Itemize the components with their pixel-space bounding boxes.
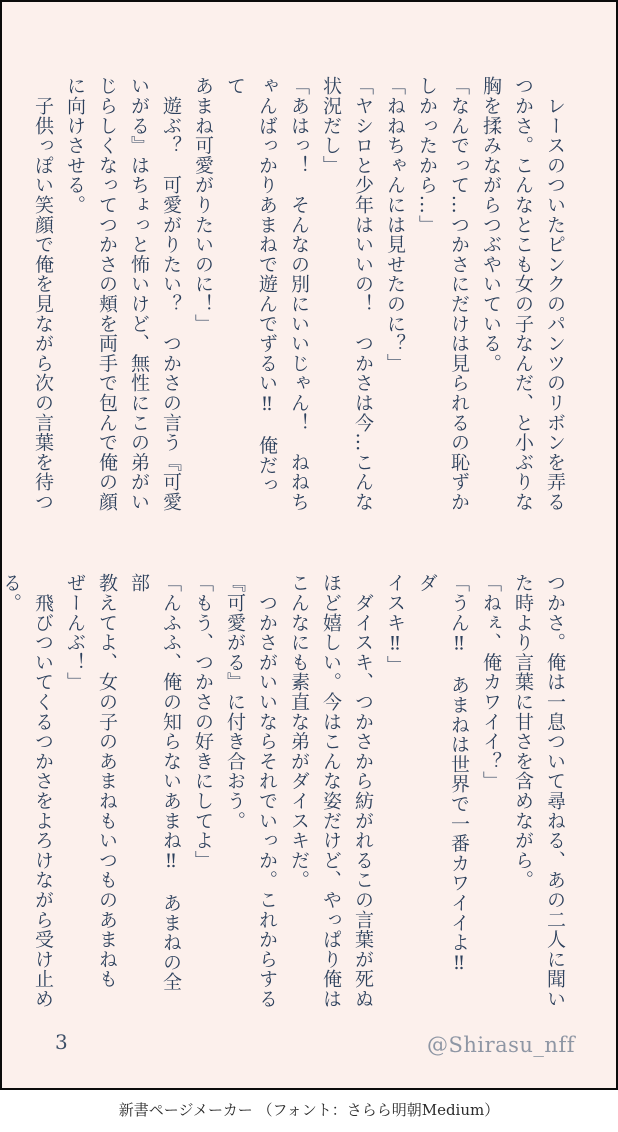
text-line: 「ねねちゃんには見せたのに？」 (384, 76, 406, 373)
text-line: つかさ。こんなとこも女の子なんだ、と小ぶりな (512, 76, 534, 512)
text-line: た時より言葉に甘さを含めながら。 (512, 573, 534, 890)
text-line: 「もう、つかさの好きにしてよ」 (192, 573, 214, 870)
text-line: つかさがいいならそれでいっか。これからする (256, 573, 278, 1009)
text-line: レースのついたピンクのパンツのリボンを弄る (544, 76, 566, 512)
text-line: 「あはっ！ そんなの別にいいじゃん！ ねねち (288, 76, 310, 512)
text-line: いがる』はちょっと怖いけど、無性にこの弟がい (128, 76, 150, 512)
text-line: あまね可愛がりたいのに！」 (192, 76, 214, 334)
text-block-bottom (0, 573, 571, 1011)
text-line: イスキ‼」 (384, 573, 406, 675)
text-line: 「んふふ、俺の知らないあまね‼ あまねの全部 (128, 573, 182, 992)
text-line: じらしくなってつかさの頬を両手で包んで俺の顔 (96, 76, 118, 512)
text-line: つかさ。俺は一息ついて尋ねる、あの二人に聞い (544, 573, 566, 1009)
text-line: 子供っぽい笑顔で俺を見ながら次の言葉を待つ (32, 76, 54, 512)
page-number: 3 (55, 1030, 68, 1054)
text-line: 胸を揉みながらつぶやいている。 (480, 76, 502, 373)
text-line: 「ねぇ、俺カワイイ？」 (480, 573, 502, 791)
text-line: 状況だし」 (320, 76, 342, 175)
text-line: ほど嬉しい。今はこんな姿だけど、やっぱり俺は (320, 573, 342, 1009)
text-line: 教えてよ、女の子のあまねもいつものあまねも (96, 573, 118, 989)
text-line: ダイスキ、つかさから紡がれるこの言葉が死ぬ (352, 573, 374, 1009)
text-line: 「ヤシロと少年はいいの！ つかさは今…こんな (352, 76, 374, 512)
text-line: ぜーんぶ！」 (64, 573, 86, 692)
text-line: 飛びついてくるつかさをよろけながら受け止め (32, 573, 54, 1009)
author-handle: @Shirasu_nff (426, 1033, 575, 1057)
text-line: 遊ぶ？ 可愛がりたい？ つかさの言う『可愛 (160, 76, 182, 512)
footer-caption: 新書ページメーカー （フォント：さらら明朝Medium） (0, 1090, 618, 1132)
text-block-top (27, 76, 571, 514)
text-line: 「なんでって…つかさにだけは見られるの恥ずか (448, 76, 470, 512)
text-line: しかったから…」 (416, 76, 438, 235)
text-line: 「うん‼ あまねは世界で一番カワイイよ‼ ダ (416, 573, 470, 995)
text-line: に向けさせる。 (64, 76, 86, 215)
text-line: ゃんばっかりあまねで遊んでずるい‼ 俺だって (224, 76, 278, 495)
text-line: る。 (0, 573, 22, 613)
text-line: 『可愛がる』に付き合おう。 (224, 573, 246, 831)
text-line: こんなにも素直な弟がダイスキだ。 (288, 573, 310, 890)
